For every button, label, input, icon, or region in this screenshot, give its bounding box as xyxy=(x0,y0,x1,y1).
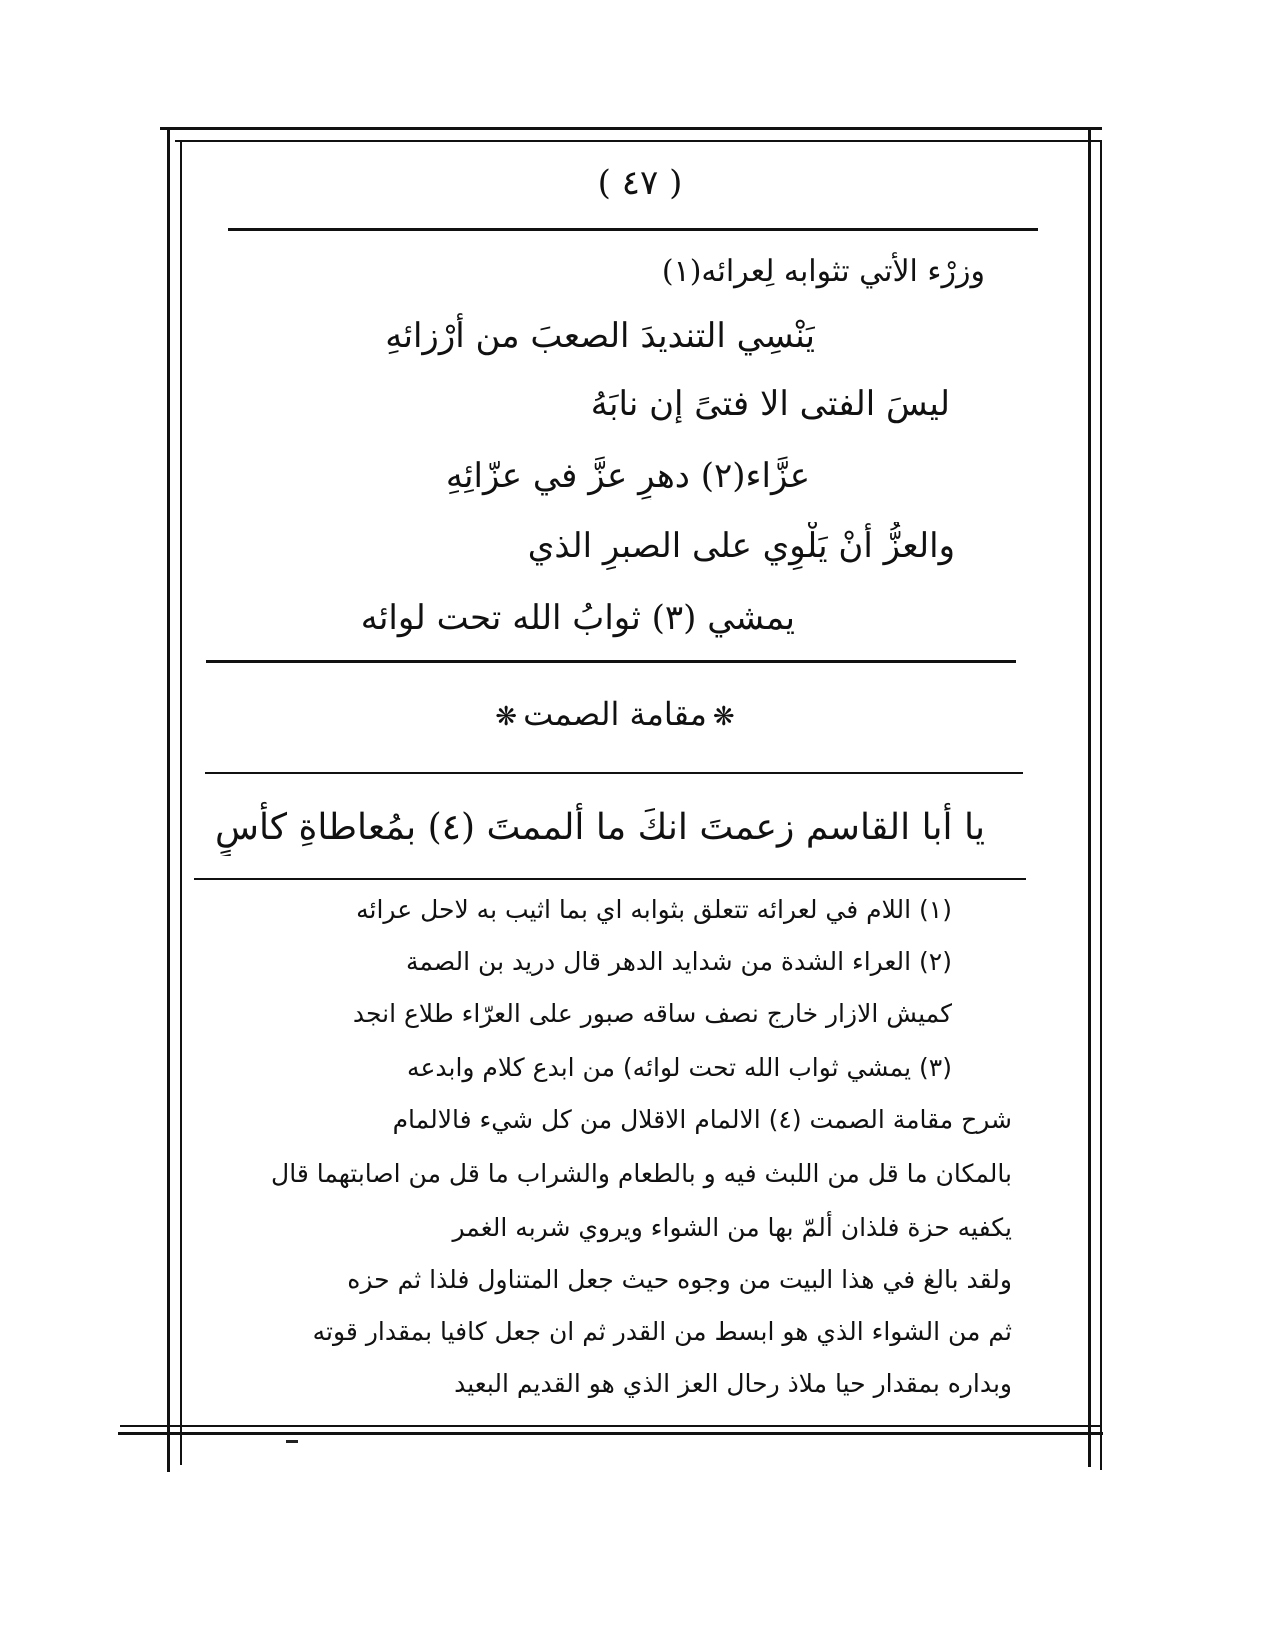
footnote-line: يكفيه حزة فلذان ألمّ بها من الشواء ويروي شربه الغمر xyxy=(452,1213,1012,1242)
frame-left-rule-outer xyxy=(167,127,170,1472)
ornament-right-icon: ❋ xyxy=(712,701,735,732)
frame-left-rule-inner xyxy=(180,140,182,1465)
frame-bottom-rule-inner xyxy=(120,1425,1100,1427)
poem-line: يَنْسِي التنديدَ الصعبَ من أرْزائهِ xyxy=(385,316,815,356)
opening-line: يا أبا القاسم زعمتَ انكَ ما ألممتَ (٤) بمُعاطاةِ كأسٍ xyxy=(215,807,985,848)
frame-top-rule-inner xyxy=(175,140,1100,142)
footnote-line: (١) اللام في لعرائه تتعلق بثوابه اي بما اثيب به لاحل عرائه xyxy=(356,895,952,924)
footnote-line: ثم من الشواء الذي هو ابسط من القدر ثم ان جعل كافيا بمقدار قوته xyxy=(312,1317,1012,1346)
section-title xyxy=(470,692,760,739)
ornament-left-icon: ❋ xyxy=(495,701,518,732)
poem-line: والعزُّ أنْ يَلْوِي على الصبرِ الذي xyxy=(527,526,955,566)
frame-right-rule-inner xyxy=(1088,127,1091,1467)
footnote-line: (٣) يمشي ثواب الله تحت لوائه) من ابدع كلام وابدعه xyxy=(407,1053,952,1082)
section-divider xyxy=(205,772,1023,774)
poem-line: وزرْء الأتي تثوابه لِعرائه(١) xyxy=(661,254,985,289)
poem-line: يمشي (٣) ثوابُ الله تحت لوائه xyxy=(360,598,795,638)
frame-bottom-rule-outer xyxy=(118,1432,1103,1435)
footnote-line: كميش الازار خارج نصف ساقه صبور على العرّاء طلاع انجد xyxy=(352,999,952,1028)
footnote-line: بالمكان ما قل من اللبث فيه و بالطعام والشراب ما قل من اصابتهما قال xyxy=(271,1159,1012,1188)
poem-line: ليسَ الفتى الا فتىً إن نابَهُ xyxy=(590,384,950,424)
frame-top-rule-outer xyxy=(160,127,1102,130)
footnote-line: (٢) العراء الشدة من شدايد الدهر قال دريد بن الصمة xyxy=(406,947,952,976)
header-divider xyxy=(228,228,1038,231)
footnote-divider xyxy=(194,878,1026,880)
poem-end-divider xyxy=(206,660,1016,663)
page-number: ( ٤٧ ) xyxy=(597,163,683,203)
footnote-line: ولقد بالغ في هذا البيت من وجوه حيث جعل المتناول فلذا ثم حزه xyxy=(347,1265,1012,1294)
poem-line: عزَّاء(٢) دهرٍ عزَّ في عزّائِهِ xyxy=(445,456,810,496)
frame-right-rule-outer xyxy=(1100,140,1102,1470)
scan-mark xyxy=(286,1440,298,1443)
footnote-line: شرح مقامة الصمت (٤) الالمام الاقلال من كل شيء فالالمام xyxy=(392,1105,1012,1134)
footnote-line: وبداره بمقدار حيا ملاذ رحال العز الذي هو القديم البعيد xyxy=(454,1369,1012,1398)
section-title-text: مقامة الصمت xyxy=(523,695,707,733)
